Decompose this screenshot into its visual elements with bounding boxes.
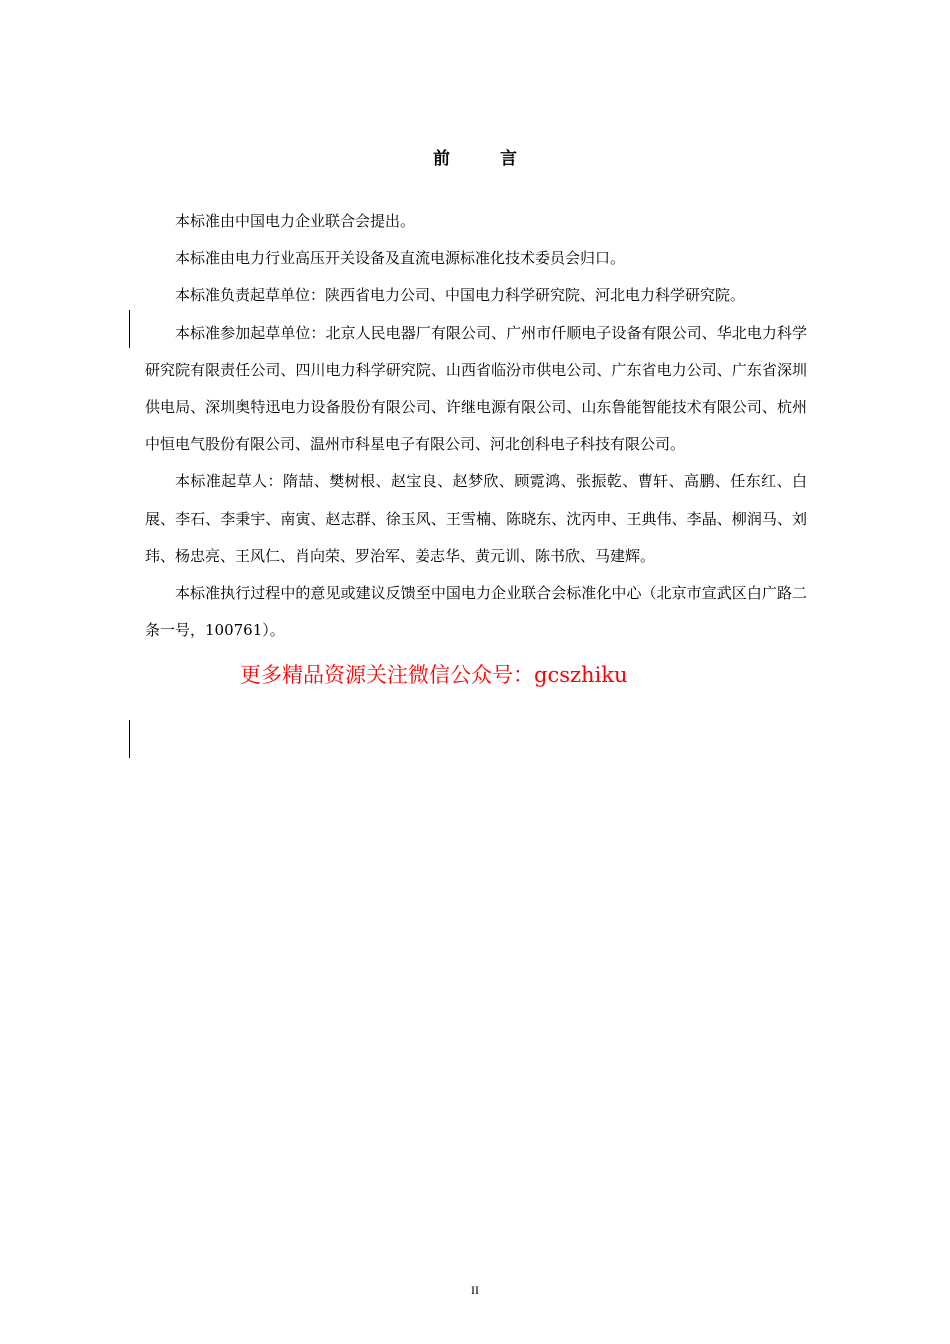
page-title: 前 言: [433, 149, 539, 169]
paragraph-main-drafting-units: 本标准负责起草单位：陕西省电力公司、中国电力科学研究院、河北电力科学研究院。: [175, 286, 746, 305]
document-body: [145, 203, 807, 649]
paragraph-drafters: 本标准起草人：隋喆、樊树根、赵宝良、赵梦欣、顾霓鸿、张振乾、曹轩、高鹏、任东红、白展、李石、李秉宇、南寅、赵志群、徐玉风、王雪楠、陈晓东、沈丙申、王典伟、李晶、柳润马、刘玮、杨忠亮、王风仁、肖向荣、罗治军、姜志华、黄元训、陈书欣、马建辉。: [145, 472, 807, 565]
paragraph-proposer: 本标准由中国电力企业联合会提出。: [175, 212, 416, 230]
paragraph-administration: 本标准由电力行业高压开关设备及直流电源标准化技术委员会归口。: [175, 249, 626, 268]
paragraph-feedback: 本标准执行过程中的意见或建议反馈至中国电力企业联合会标准化中心（北京市宣武区白广路二条一号，100761）。: [145, 584, 807, 640]
revision-bar: [129, 720, 130, 758]
paragraph-participating-units: 本标准参加起草单位：北京人民电器厂有限公司、广州市仟顺电子设备有限公司、华北电力科学研究院有限责任公司、四川电力科学研究院、山西省临汾市供电公司、广东省电力公司、广东省深圳供电局、深圳奥特迅电力设备股份有限公司、许继电源有限公司、山东鲁能智能技术有限公司、杭州中恒电气股份有限公司、温州市科星电子有限公司、河北创科电子科技有限公司。: [145, 323, 807, 454]
page-number: II: [471, 1283, 479, 1297]
watermark-text: 更多精品资源关注微信公众号：gcszhiku: [240, 663, 628, 687]
revision-bar: [129, 310, 130, 348]
